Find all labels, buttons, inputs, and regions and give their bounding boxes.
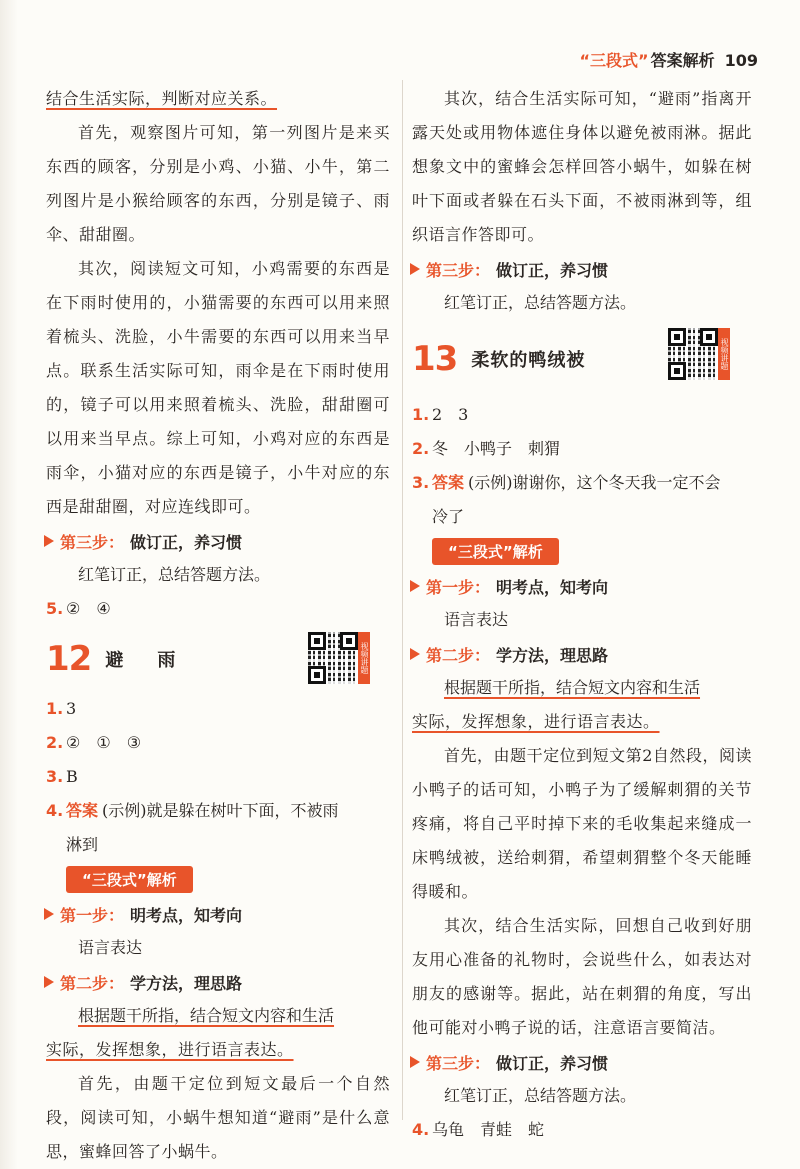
step-text: 学方法，理思路 [130, 973, 243, 993]
right-step2-underlined-2 [412, 705, 752, 739]
answer-1 [412, 398, 752, 432]
left-step1-body: 语言表达 [78, 938, 143, 957]
section-number: 12 [46, 639, 92, 679]
qr-tag: 视频讲题 [358, 632, 370, 684]
answer-number: 1. [412, 405, 430, 424]
right-step2-paragraph-2: 其次，结合生活实际，回想自己收到好朋友用心准备的礼物时，会说些什么，如表达对朋友的感谢等。据此，站在刺猬的角度，写出他可能对小鸭子说的话，注意语言要简洁。 [412, 916, 752, 1037]
answer-key: 答案 [432, 473, 465, 492]
qr-code-icon [308, 632, 358, 684]
pointer-icon [410, 1056, 420, 1068]
step-label: 第三步： [60, 532, 125, 552]
intro-underlined: 结合生活实际，判断对应关系。 [46, 89, 278, 108]
section-12-title [46, 626, 390, 692]
step-text: 明考点，知考向 [130, 905, 243, 925]
answer-number: 3. [412, 473, 430, 492]
pointer-icon [44, 976, 54, 988]
answer-text: 乌龟 青蛙 蛇 [432, 1120, 545, 1139]
answer-text: 3 [66, 699, 77, 718]
pointer-icon [410, 263, 420, 275]
answer-2 [46, 726, 390, 760]
right-step3b-body: 红笔订正，总结答题方法。 [444, 1086, 637, 1105]
header-title: 答案解析 [650, 51, 715, 70]
page-header [580, 48, 758, 71]
step-label: 第三步： [426, 1053, 491, 1073]
answer-text: (示例)就是躲在树叶下面，不被雨 [102, 801, 339, 820]
analysis-badge: “三段式”解析 [66, 866, 193, 893]
left-step3-body: 红笔订正，总结答题方法。 [78, 565, 271, 584]
left-step3-heading [44, 524, 390, 558]
answer-number: 3. [46, 767, 64, 786]
answer-2 [412, 432, 752, 466]
answer-number: 1. [46, 699, 64, 718]
answer-3-continued: 冷了 [432, 507, 465, 526]
right-step3-heading [410, 252, 752, 286]
underlined-text: 根据题干所指，结合短文内容和生活 [444, 678, 701, 697]
section-13-title [412, 320, 752, 398]
qr-tag: 视频讲题 [718, 328, 730, 380]
left-step2-underlined-1 [46, 999, 390, 1033]
step-text: 做订正，养习惯 [496, 1053, 609, 1073]
step-text: 明考点，知考向 [496, 577, 609, 597]
answer-5 [46, 592, 390, 626]
left-step2-heading [44, 965, 390, 999]
page-number: 109 [724, 51, 758, 70]
answer-text: 冬 小鸭子 刺猬 [432, 439, 561, 458]
intro-line [46, 82, 390, 116]
right-step2-underlined-1 [412, 671, 752, 705]
right-step3-body: 红笔订正，总结答题方法。 [444, 293, 637, 312]
left-step1-heading [44, 897, 390, 931]
left-paragraph-1: 首先，观察图片可知，第一列图片是来买东西的顾客，分别是小鸡、小猫、小牛，第二列图片是小猴给顾客的东西，分别是镜子、雨伞、甜甜圈。 [46, 123, 390, 244]
left-step2-underlined-2 [46, 1033, 390, 1067]
column-divider [402, 80, 403, 1120]
right-step2-heading [410, 637, 752, 671]
underlined-text: 实际，发挥想象，进行语言表达。 [46, 1040, 294, 1059]
step-text: 做订正，养习惯 [130, 532, 243, 552]
qr-code[interactable] [668, 328, 730, 380]
right-step1-body: 语言表达 [444, 610, 509, 629]
step-label: 第三步： [426, 260, 491, 280]
right-step1-heading [410, 569, 752, 603]
answer-4-continued: 淋到 [66, 835, 99, 854]
answer-text: B [66, 767, 78, 786]
step-label: 第一步： [426, 577, 491, 597]
answer-number: 4. [46, 801, 64, 820]
answer-number: 2. [46, 733, 64, 752]
pointer-icon [410, 648, 420, 660]
left-column [46, 82, 390, 1169]
answer-number: 4. [412, 1120, 430, 1139]
section-name: 柔软的鸭绒被 [471, 350, 586, 371]
answer-text: ② ① ③ [66, 733, 142, 752]
section-name: 避 雨 [105, 650, 184, 671]
left-paragraph-2: 其次，阅读短文可知，小鸡需要的东西是在下雨时使用的，小猫需要的东西可以用来照着梳头、洗脸，小牛需要的东西可以用来当早点。联系生活实际可知，雨伞是在下雨时使用的，镜子可以用来照着梳头、洗脸，甜甜圈可以用来当早点。综上可知，小鸡对应的东西是雨伞，小猫对应的东西是镜子，小牛对应的东西是甜甜圈，对应连线即可。 [46, 259, 390, 516]
answer-key: 答案 [66, 801, 99, 820]
answer-number: 2. [412, 439, 430, 458]
answer-1 [46, 692, 390, 726]
right-step3b-heading [410, 1045, 752, 1079]
right-column [412, 82, 752, 1147]
answer-text: (示例)谢谢你，这个冬天我一定不会 [468, 473, 721, 492]
qr-code[interactable] [308, 632, 370, 684]
qr-code-icon [668, 328, 718, 380]
section-number: 13 [412, 339, 458, 379]
answer-3 [412, 466, 752, 500]
step-text: 做订正，养习惯 [496, 260, 609, 280]
step-label: 第二步： [60, 973, 125, 993]
right-step2-paragraph-1: 首先，由题干定位到短文第2自然段，阅读小鸭子的话可知，小鸭子为了缓解刺猬的关节疼痛，将自己平时掉下来的毛收集起来缝成一床鸭绒被，送给刺猬，希望刺猬整个冬天能睡得暖和。 [412, 746, 752, 901]
answer-text: 2 3 [432, 405, 469, 424]
underlined-text: 实际，发挥想象，进行语言表达。 [412, 712, 660, 731]
answer-number: 5. [46, 599, 64, 618]
answer-text: ② ④ [66, 599, 111, 618]
analysis-badge: “三段式”解析 [432, 538, 559, 565]
pointer-icon [44, 908, 54, 920]
left-step2-paragraph: 首先，由题干定位到短文最后一个自然段，阅读可知，小蜗牛想知道“避雨”是什么意思，蜜蜂回答了小蜗牛。 [46, 1074, 390, 1161]
step-label: 第二步： [426, 645, 491, 665]
underlined-text: 根据题干所指，结合短文内容和生活 [78, 1006, 335, 1025]
answer-4 [412, 1113, 752, 1147]
header-highlight: “三段式” [579, 51, 649, 70]
answer-4 [46, 794, 390, 828]
page-edge [0, 0, 18, 1169]
pointer-icon [44, 535, 54, 547]
right-paragraph-1: 其次，结合生活实际可知，“避雨”指离开露天处或用物体遮住身体以避免被雨淋。据此想象文中的蜜蜂会怎样回答小蜗牛，如躲在树叶下面或者躲在石头下面，不被雨淋到等，组织语言作答即可。 [412, 89, 752, 244]
step-text: 学方法，理思路 [496, 645, 609, 665]
step-label: 第一步： [60, 905, 125, 925]
answer-3 [46, 760, 390, 794]
pointer-icon [410, 580, 420, 592]
